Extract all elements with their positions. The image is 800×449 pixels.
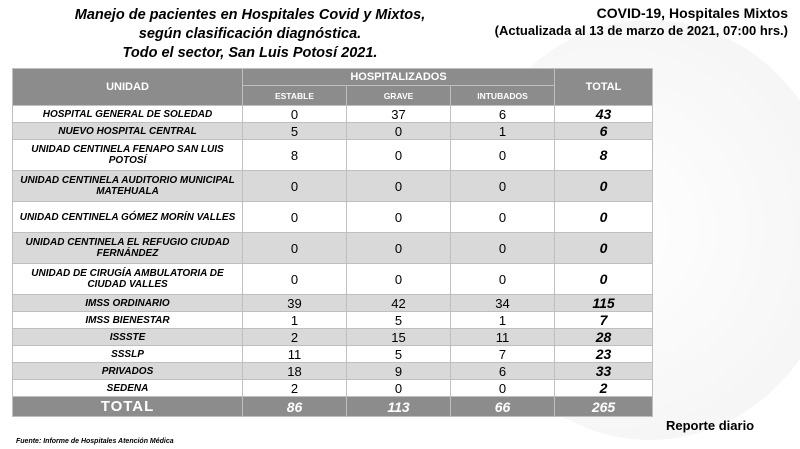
row-unidad: IMSS ORDINARIO — [13, 295, 243, 312]
totals-row — [13, 397, 653, 417]
row-grave: 0 — [347, 202, 451, 233]
row-unidad: SSSLP — [13, 346, 243, 363]
col-header-grave: GRAVE — [347, 86, 451, 106]
row-unidad: ISSSTE — [13, 329, 243, 346]
title-line-2: según clasificación diagnóstica. — [138, 26, 362, 42]
row-total: 43 — [555, 106, 653, 123]
col-header-unidad: UNIDAD — [13, 69, 243, 106]
totals-label: TOTAL — [13, 397, 243, 417]
row-grave: 0 — [347, 123, 451, 140]
col-header-intubados: INTUBADOS — [451, 86, 555, 106]
row-grave: 0 — [347, 171, 451, 202]
table-row — [13, 312, 653, 329]
row-intubados: 1 — [451, 312, 555, 329]
table-row — [13, 202, 653, 233]
row-grave: 9 — [347, 363, 451, 380]
totals-total: 265 — [555, 397, 653, 417]
row-estable: 1 — [243, 312, 347, 329]
row-total: 0 — [555, 171, 653, 202]
row-grave: 5 — [347, 312, 451, 329]
table-row — [13, 380, 653, 397]
table-row — [13, 123, 653, 140]
table-row — [13, 346, 653, 363]
row-grave: 0 — [347, 140, 451, 171]
table-row — [13, 329, 653, 346]
title-line-1: Manejo de pacientes en Hospitales Covid y Mixtos, — [74, 7, 426, 23]
source-note: Fuente: Informe de Hospitales Atención Médica — [16, 438, 174, 445]
table-row — [13, 140, 653, 171]
page-title — [40, 6, 460, 63]
row-intubados: 7 — [451, 346, 555, 363]
totals-intubados: 66 — [451, 397, 555, 417]
report-header — [458, 4, 788, 40]
row-unidad: NUEVO HOSPITAL CENTRAL — [13, 123, 243, 140]
row-estable: 0 — [243, 233, 347, 264]
table-row — [13, 295, 653, 312]
totals-grave: 113 — [347, 397, 451, 417]
row-total: 8 — [555, 140, 653, 171]
totals-estable: 86 — [243, 397, 347, 417]
row-estable: 11 — [243, 346, 347, 363]
row-unidad: SEDENA — [13, 380, 243, 397]
row-grave: 15 — [347, 329, 451, 346]
row-intubados: 0 — [451, 233, 555, 264]
row-unidad: IMSS BIENESTAR — [13, 312, 243, 329]
row-grave: 42 — [347, 295, 451, 312]
row-grave: 0 — [347, 264, 451, 295]
row-total: 115 — [555, 295, 653, 312]
row-total: 0 — [555, 264, 653, 295]
row-unidad: UNIDAD CENTINELA GÓMEZ MORÍN VALLES — [13, 202, 243, 233]
row-intubados: 0 — [451, 202, 555, 233]
row-total: 33 — [555, 363, 653, 380]
row-grave: 37 — [347, 106, 451, 123]
row-intubados: 0 — [451, 380, 555, 397]
row-unidad: UNIDAD DE CIRUGÍA AMBULATORIA DE CIUDAD VALLES — [13, 264, 243, 295]
table-row — [13, 106, 653, 123]
row-grave: 5 — [347, 346, 451, 363]
row-unidad: UNIDAD CENTINELA AUDITORIO MUNICIPAL MATEHUALA — [13, 171, 243, 202]
table-row — [13, 264, 653, 295]
row-total: 2 — [555, 380, 653, 397]
row-intubados: 1 — [451, 123, 555, 140]
col-header-total: TOTAL — [555, 69, 653, 106]
table-row — [13, 363, 653, 380]
row-estable: 0 — [243, 171, 347, 202]
row-estable: 2 — [243, 380, 347, 397]
row-estable: 2 — [243, 329, 347, 346]
row-intubados: 6 — [451, 106, 555, 123]
report-header-title: COVID-19, Hospitales Mixtos — [596, 5, 788, 21]
col-header-hospitalizados: HOSPITALIZADOS — [243, 69, 555, 86]
row-intubados: 34 — [451, 295, 555, 312]
row-total: 28 — [555, 329, 653, 346]
col-header-estable: ESTABLE — [243, 86, 347, 106]
row-total: 0 — [555, 202, 653, 233]
row-estable: 0 — [243, 106, 347, 123]
row-total: 23 — [555, 346, 653, 363]
row-estable: 39 — [243, 295, 347, 312]
row-total: 6 — [555, 123, 653, 140]
row-grave: 0 — [347, 380, 451, 397]
row-unidad: UNIDAD CENTINELA FENAPO SAN LUIS POTOSÍ — [13, 140, 243, 171]
row-intubados: 0 — [451, 140, 555, 171]
row-intubados: 6 — [451, 363, 555, 380]
row-total: 7 — [555, 312, 653, 329]
title-line-3: Todo el sector, San Luis Potosí 2021. — [122, 45, 378, 61]
row-intubados: 11 — [451, 329, 555, 346]
row-estable: 5 — [243, 123, 347, 140]
row-estable: 0 — [243, 202, 347, 233]
row-grave: 0 — [347, 233, 451, 264]
daily-report-label: Reporte diario — [666, 418, 755, 433]
table-row — [13, 171, 653, 202]
row-unidad: PRIVADOS — [13, 363, 243, 380]
table-row — [13, 233, 653, 264]
row-unidad: HOSPITAL GENERAL DE SOLEDAD — [13, 106, 243, 123]
row-estable: 18 — [243, 363, 347, 380]
row-intubados: 0 — [451, 264, 555, 295]
row-estable: 8 — [243, 140, 347, 171]
row-estable: 0 — [243, 264, 347, 295]
row-unidad: UNIDAD CENTINELA EL REFUGIO CIUDAD FERNÁNDEZ — [13, 233, 243, 264]
hospital-table — [12, 68, 653, 417]
row-intubados: 0 — [451, 171, 555, 202]
report-header-date: (Actualizada al 13 de marzo de 2021, 07:00 hrs.) — [494, 23, 788, 38]
row-total: 0 — [555, 233, 653, 264]
